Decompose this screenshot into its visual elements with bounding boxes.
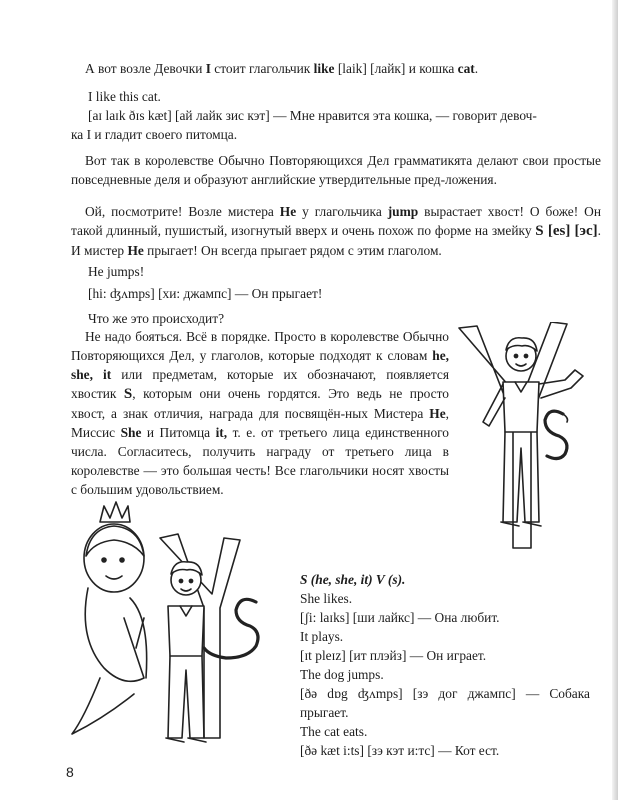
transcription-dog-jumps: [ðə dɒg ʤʌmps] [зэ дог джампс] — Собака прыгает. <box>300 686 590 720</box>
example-he-jumps: He jumps! <box>88 264 145 279</box>
example-it-plays: It plays. <box>300 629 344 644</box>
transcription-he-jumps: [hi: ʤʌmps] [хи: джампс] — Он прыгает! <box>88 286 323 301</box>
formula-line: S (he, she, it) V (s). <box>300 572 406 587</box>
paragraph-3: Вот так в королевстве Обычно Повторяющихся Дел грамматикята делают свои простые повседневные деля и образуют английские утвердительные пред-ложения. <box>71 153 601 187</box>
transcription-she-likes: [ʃi: laɪks] [ши лайкс] — Она любит. <box>300 610 500 625</box>
transcription-cat-eats: [ðə kæt i:ts] [зэ кэт и:тс] — Кот ест. <box>300 743 500 758</box>
boy-with-y-illustration <box>455 322 605 552</box>
example-dog-jumps: The dog jumps. <box>300 667 384 682</box>
transcription-i-like: [aɪ laɪk ðɪs kæt] [ай лайк зис кэт] — Мне нравится эта кошка, — говорит девоч- <box>88 108 537 123</box>
example-she-likes: She likes. <box>300 591 353 606</box>
example-i-like: I like this cat. <box>88 89 161 104</box>
paragraph-4: Ой, посмотрите! Возле мистера He у глагольчика jump вырастает хвост! О боже! Он такой длинный, пушистый, изогнутый вверх и очень похож по форме на змейку S [es] [эс]. И мистер He прыгает! Он всегда прыгает рядом с этим глаголом. <box>71 204 601 258</box>
paragraph-1: А вот возле Девочки I стоит глагольчик like [laik] [лайк] и кошка cat. <box>85 61 479 76</box>
page-number: 8 <box>66 764 74 780</box>
paragraph-6: Не надо бояться. Всё в порядке. Просто в королевстве Обычно Повторяющихся Дел, у глаголов, которые подходят к словам he, she, it или предметам, которые их обозначают, появляется хвостик S, которым они очень гордятся. Это ведь не просто хвост, а знак отличия, награда для посвящён-ных Мистера He, Миссис She и Питомца it, т. е. от третьего лица единственного числа. Согласитесь, получить награду от третьего лица в королевстве — это большая честь! Все глагольчики носят хвосты с большим удовольствием. <box>71 329 450 497</box>
example-cat-eats: The cat eats. <box>300 724 368 739</box>
question-line: Что же это происходит? <box>88 311 225 326</box>
transcription-it-plays: [ɪt pleɪz] [ит плэйз] — Он играет. <box>300 648 487 663</box>
princess-and-boy-illustration <box>64 498 264 756</box>
transcription-i-like-cont: ка I и гладит своего питомца. <box>71 127 238 142</box>
page-edge-shadow <box>612 0 618 800</box>
